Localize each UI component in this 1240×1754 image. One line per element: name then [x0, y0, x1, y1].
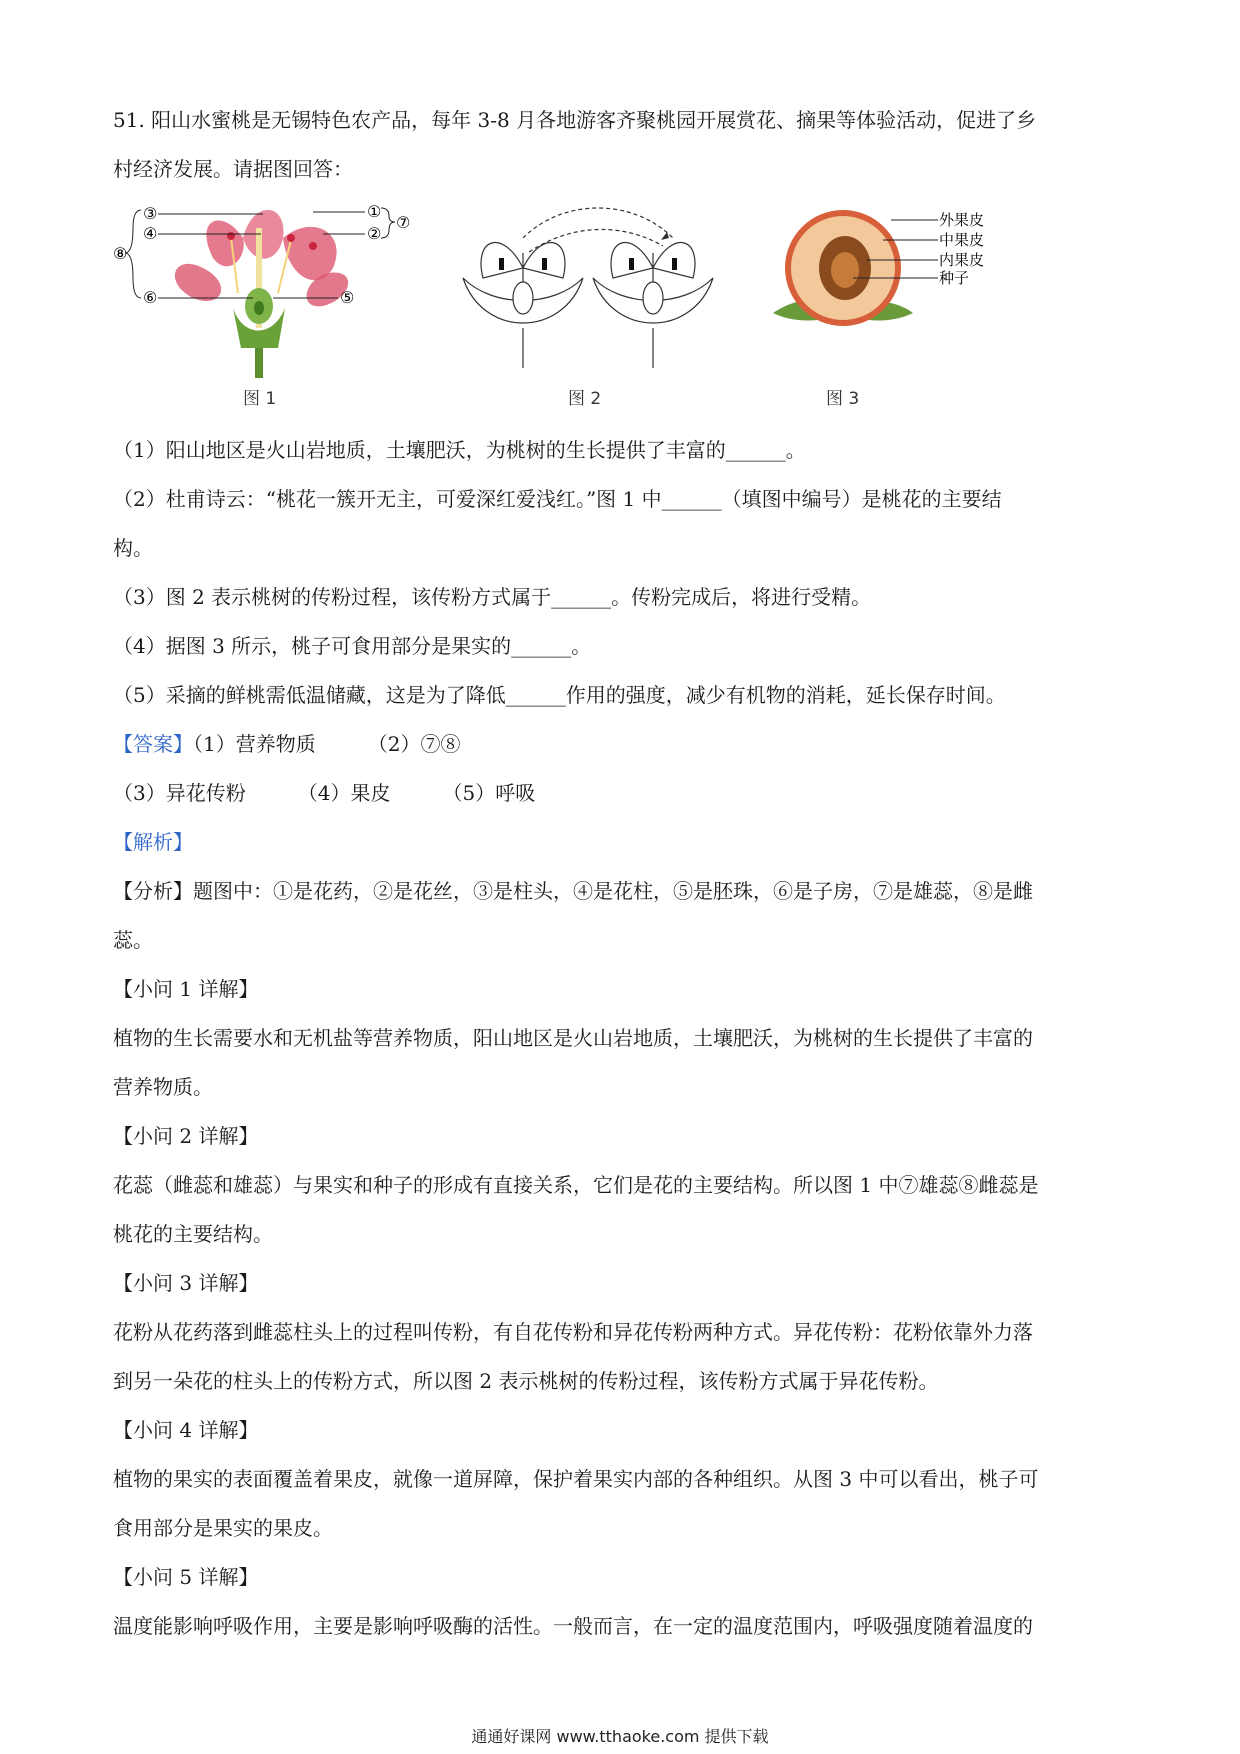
fig1-label-8: ⑧ — [113, 244, 128, 263]
sub-question-4: （4）据图 3 所示，桃子可食用部分是果实的______。 — [113, 634, 592, 658]
stem-shape — [255, 348, 263, 378]
anther-dot — [287, 234, 295, 242]
bracket-8 — [125, 210, 141, 298]
ovary-outline — [513, 282, 533, 314]
answer-4: （4）果皮 — [297, 781, 391, 805]
stamen-line — [278, 240, 291, 293]
fig1-label-5: ⑤ — [340, 288, 355, 307]
anther-dot — [309, 242, 317, 250]
fig1-label-4: ④ — [143, 224, 158, 243]
fig1-label-3: ③ — [143, 204, 158, 223]
answer-2: （2）⑦⑧ — [367, 732, 461, 756]
anther-mark — [499, 258, 504, 270]
page-footer[interactable]: 通通好课网 www.tthaoke.com 提供下载 — [471, 1727, 769, 1746]
ovary-outline — [643, 282, 663, 314]
fig1-label-6: ⑥ — [143, 288, 158, 307]
petal-lower-left-shape — [175, 264, 221, 301]
question-content — [113, 96, 1123, 1651]
arrow-head — [661, 232, 669, 240]
bracket-7 — [381, 208, 395, 238]
answer-5: （5）呼吸 — [442, 781, 536, 805]
analysis-fenxi-line2: 蕊。 — [113, 928, 153, 952]
fig1-label-2: ② — [367, 224, 382, 243]
petal-left-shape — [206, 221, 243, 267]
fig3-label-endocarp: 内果皮 — [939, 251, 985, 269]
answer-line1 — [113, 720, 1123, 769]
detail-1-heading: 【小问 1 详解】 — [113, 977, 259, 1001]
pollen-path-arc — [523, 208, 673, 238]
detail-4-line2: 食用部分是果实的果皮。 — [113, 1516, 333, 1540]
seed-shape — [831, 252, 859, 288]
figure-2-caption: 图 2 — [568, 389, 602, 409]
question-stem-line2: 村经济发展。请据图回答： — [113, 157, 353, 181]
detail-1-line1: 植物的生长需要水和无机盐等营养物质，阳山地区是火山岩地质，土壤肥沃，为桃树的生长提供了丰富的 — [113, 1026, 1033, 1050]
figure-1-caption: 图 1 — [243, 389, 277, 409]
sub-question-1: （1）阳山地区是火山岩地质，土壤肥沃，为桃树的生长提供了丰富的______。 — [113, 438, 806, 462]
answer-3: （3）异花传粉 — [113, 781, 246, 805]
sub-question-5: （5）采摘的鲜桃需低温储藏，这是为了降低______作用的强度，减少有机物的消耗，延长保存时间。 — [113, 683, 1006, 707]
detail-4-heading: 【小问 4 详解】 — [113, 1418, 259, 1442]
flower-b — [593, 243, 713, 368]
figure-row — [113, 198, 1123, 416]
fig1-label-1: ① — [367, 202, 382, 221]
detail-3-heading: 【小问 3 详解】 — [113, 1271, 259, 1295]
fig1-label-7: ⑦ — [396, 213, 411, 232]
detail-2-line1: 花蕊（雌蕊和雄蕊）与果实和种子的形成有直接关系，它们是花的主要结构。所以图 1 中⑦雄蕊⑧雌蕊是 — [113, 1173, 1039, 1197]
anther-mark — [672, 258, 677, 270]
answer-1: （1）营养物质 — [193, 732, 316, 756]
analysis-fenxi-line1: 【分析】题图中：①是花药，②是花丝，③是柱头，④是花柱，⑤是胚珠，⑥是子房，⑦是雄蕊，⑧是雌 — [113, 879, 1033, 903]
figure-1-flower-diagram — [113, 198, 411, 398]
detail-3-line1: 花粉从花药落到雌蕊柱头上的过程叫传粉，有自花传粉和异花传粉两种方式。异花传粉：花粉依靠外力落 — [113, 1320, 1033, 1344]
detail-2-heading: 【小问 2 详解】 — [113, 1124, 259, 1148]
detail-5-line1: 温度能影响呼吸作用，主要是影响呼吸酶的活性。一般而言，在一定的温度范围内，呼吸强度随着温度的 — [113, 1614, 1033, 1638]
fig3-label-seed: 种子 — [939, 269, 970, 287]
ovule-shape — [254, 301, 264, 315]
fig3-label-mesocarp: 中果皮 — [939, 231, 985, 249]
sub-question-2-line1: （2）杜甫诗云：“桃花一簇开无主，可爱深红爱浅红。”图 1 中______（填图中编号）是桃花的主要结 — [113, 487, 1002, 511]
question-stem-line1: 51. 阳山水蜜桃是无锡特色农产品，每年 3-8 月各地游客齐聚桃园开展赏花、摘果等体验活动，促进了乡 — [113, 108, 1037, 132]
detail-4-line1: 植物的果实的表面覆盖着果皮，就像一道屏障，保护着果实内部的各种组织。从图 3 中可以看出，桃子可 — [113, 1467, 1039, 1491]
detail-2-line2: 桃花的主要结构。 — [113, 1222, 273, 1246]
anther-mark — [542, 258, 547, 270]
anther-mark — [629, 258, 634, 270]
sub-question-3: （3）图 2 表示桃树的传粉过程，该传粉方式属于______。传粉完成后，将进行受精。 — [113, 585, 872, 609]
answer-line2 — [113, 769, 1123, 818]
fig3-label-exocarp: 外果皮 — [939, 211, 985, 229]
answer-label: 【答案】 — [113, 732, 193, 756]
anther-dot — [227, 232, 235, 240]
flower-a — [463, 243, 583, 368]
sub-question-2-line2: 构。 — [113, 536, 153, 560]
detail-5-heading: 【小问 5 详解】 — [113, 1565, 259, 1589]
figure-3-caption: 图 3 — [826, 389, 860, 409]
figure-3-peach-diagram — [763, 198, 993, 388]
figure-2-pollination-diagram — [463, 198, 713, 388]
analysis-label: 【解析】 — [113, 830, 193, 854]
detail-1-line2: 营养物质。 — [113, 1075, 213, 1099]
detail-3-line2: 到另一朵花的柱头上的传粉方式，所以图 2 表示桃树的传粉过程，该传粉方式属于异花传粉。 — [113, 1369, 939, 1393]
